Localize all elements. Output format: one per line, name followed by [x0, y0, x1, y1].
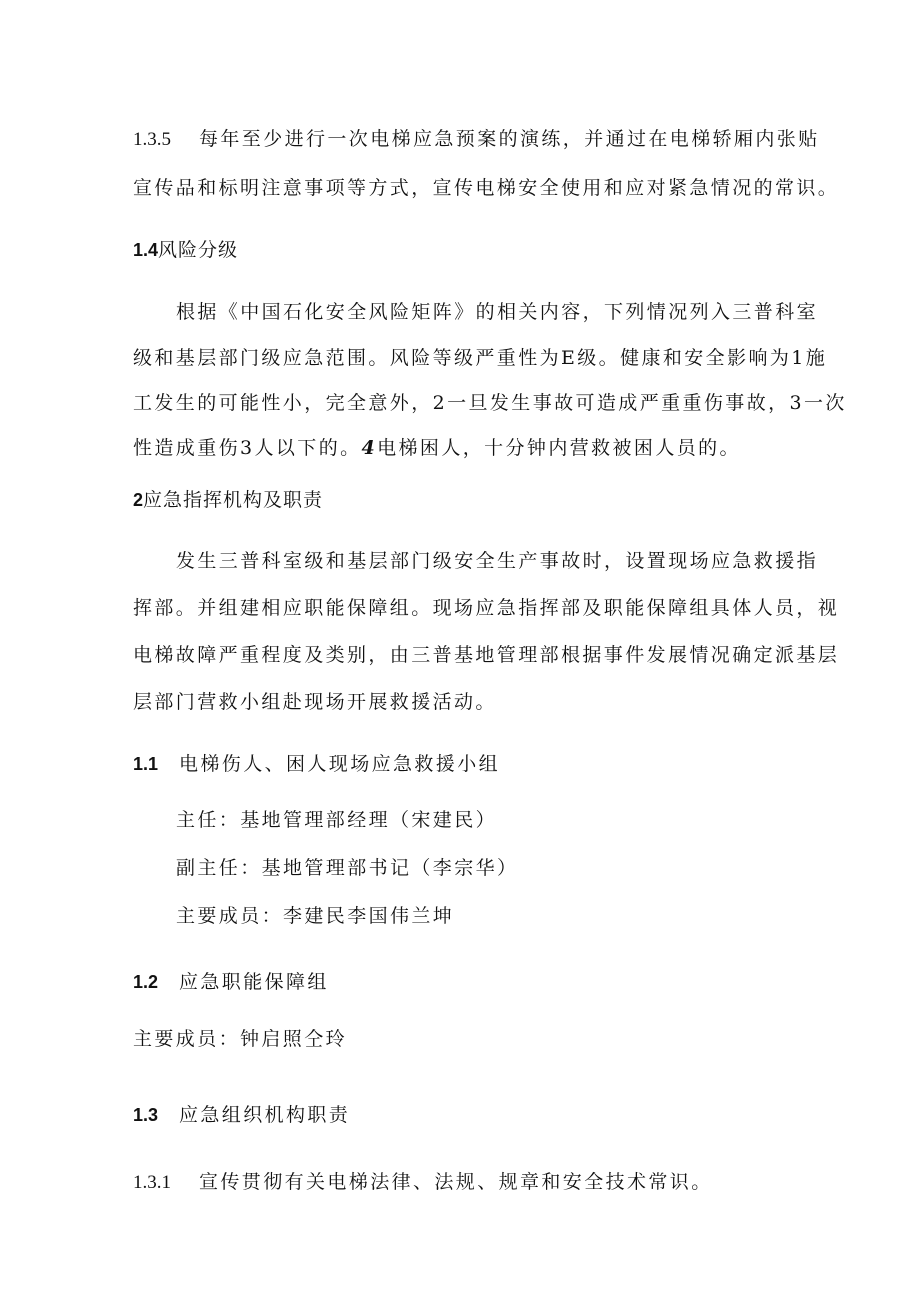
- heading-number: 1.3: [133, 1105, 159, 1125]
- paragraph-text: 工发生的可能性小，完全意外，2一旦发生事故可造成严重重伤事故，3一次: [133, 392, 847, 414]
- command-paragraph-line-1: [176, 549, 818, 573]
- section-number: 1.3.5: [133, 129, 171, 150]
- heading-number: 2: [133, 490, 144, 510]
- section-1-3-1: [133, 1170, 713, 1195]
- deputy-text: 副主任：基地管理部书记（李宗华）: [176, 857, 519, 879]
- heading-title: 电梯伤人、困人现场应急救援小组: [179, 753, 501, 775]
- command-paragraph-line-4: [133, 690, 497, 714]
- section-1-3-5-line-2: [133, 176, 839, 200]
- paragraph-text: 每年至少进行一次电梯应急预案的演练，并通过在电梯轿厢内张贴: [199, 128, 820, 150]
- paragraph-text: 性造成重伤3人以下的。: [133, 437, 362, 459]
- paragraph-text: 宣传品和标明注意事项等方式，宣传电梯安全使用和应对紧急情况的常识。: [133, 177, 840, 199]
- paragraph-text: 级和基层部门级应急范围。风险等级严重性为E级。健康和安全影响为1施: [133, 347, 828, 369]
- risk-paragraph-line-2: [133, 346, 827, 370]
- deputy-director-line: [176, 856, 518, 880]
- heading-1-4: [133, 238, 238, 262]
- heading-2: [133, 488, 323, 512]
- heading-title: 应急指挥机构及职责: [143, 489, 324, 511]
- heading-number: 1.4: [133, 240, 159, 260]
- paragraph-text: 发生三普科室级和基层部门级安全生产事故时，设置现场应急救援指: [176, 550, 819, 572]
- director-line: [176, 808, 497, 832]
- paragraph-text: 宣传贯彻有关电梯法律、法规、规章和安全技术常识。: [199, 1171, 713, 1193]
- members-text: 主要成员：钟启照仝玲: [133, 1028, 348, 1050]
- command-paragraph-line-3: [133, 643, 839, 667]
- section-1-3-5-line-1: [133, 127, 820, 152]
- paragraph-text: 电梯困人，十分钟内营救被困人员的。: [377, 437, 741, 459]
- director-text: 主任：基地管理部经理（宋建民）: [176, 809, 498, 831]
- paragraph-text: 层部门营救小组赴现场开展救援活动。: [133, 691, 497, 713]
- risk-paragraph-line-1: [176, 300, 818, 324]
- heading-title: 应急组织机构职责: [179, 1104, 351, 1126]
- paragraph-text: 电梯故障严重程度及类别，由三普基地管理部根据事件发展情况确定派基层: [133, 644, 840, 666]
- heading-title: 应急职能保障组: [179, 971, 329, 993]
- heading-1-1: [133, 752, 500, 776]
- heading-1-3: [133, 1103, 350, 1127]
- members-text: 主要成员：李建民李国伟兰坤: [176, 905, 455, 927]
- command-paragraph-line-2: [133, 596, 839, 620]
- risk-paragraph-line-4: [133, 436, 741, 460]
- item-number: 4: [361, 437, 378, 459]
- heading-title: 风险分级: [158, 239, 239, 261]
- support-members-line: [133, 1027, 347, 1051]
- paragraph-text: 挥部。并组建相应职能保障组。现场应急指挥部及职能保障组具体人员，视: [133, 597, 840, 619]
- risk-paragraph-line-3: [133, 391, 847, 415]
- members-line: [176, 904, 454, 928]
- heading-1-2: [133, 970, 329, 994]
- heading-number: 1.1: [133, 754, 159, 774]
- section-number: 1.3.1: [133, 1172, 171, 1193]
- paragraph-text: 根据《中国石化安全风险矩阵》的相关内容，下列情况列入三普科室: [176, 301, 819, 323]
- heading-number: 1.2: [133, 972, 159, 992]
